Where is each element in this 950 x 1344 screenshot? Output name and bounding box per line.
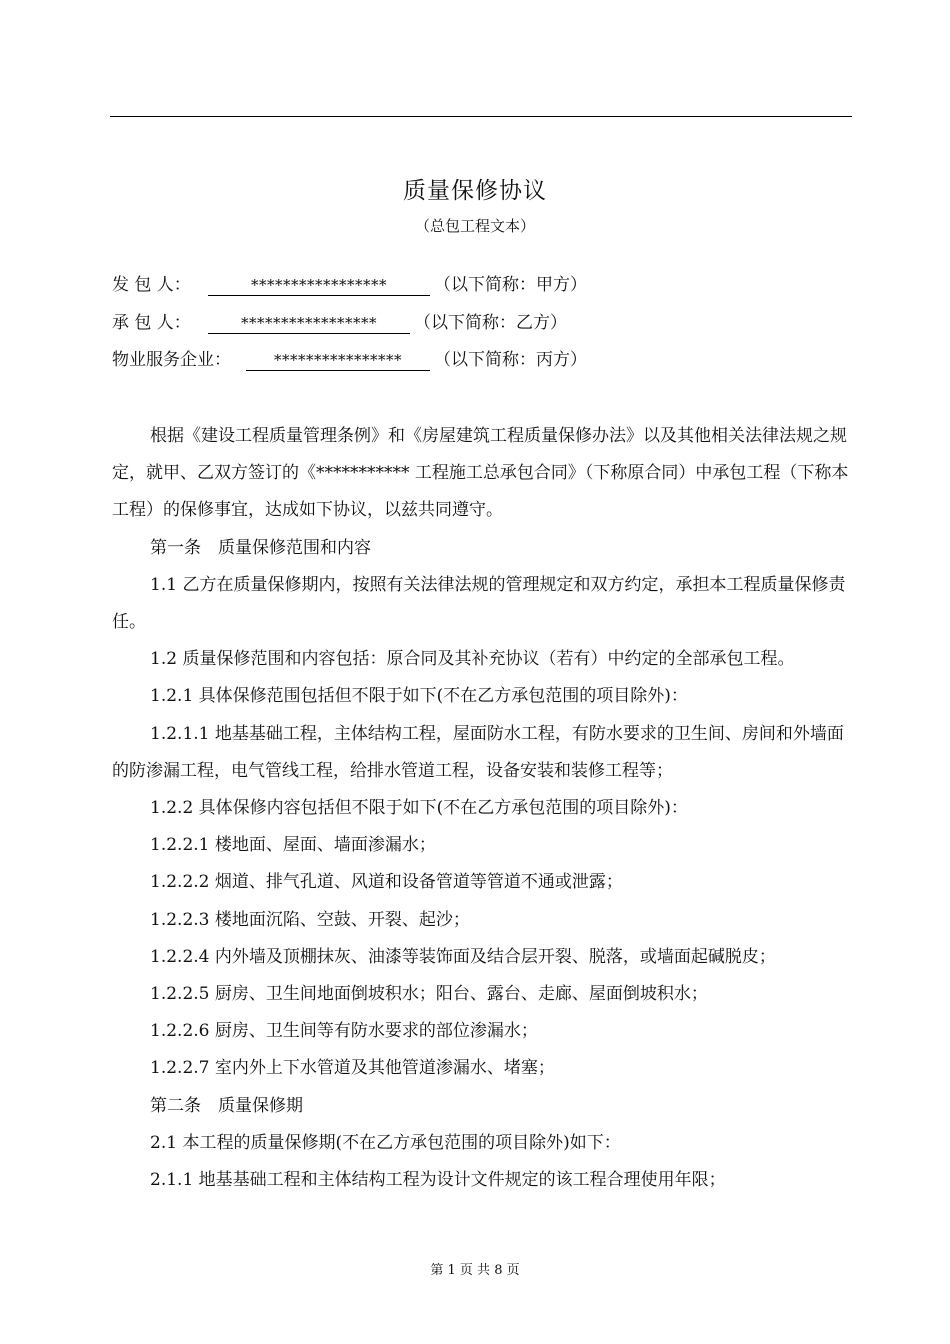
party-name-field: ****************	[246, 348, 430, 371]
page-number-footer: 第 1 页 共 8 页	[430, 1263, 520, 1278]
clause-paragraph: 1.1 乙方在质量保修期内，按照有关法律法规的管理规定和双方约定，承担本工程质量保修责任。	[112, 574, 846, 633]
party-label: 承 包 人：	[112, 313, 191, 333]
article-heading: 第一条 质量保修范围和内容	[150, 537, 371, 558]
clause-paragraph: 1.2.2 具体保修内容包括但不限于如下(不在乙方承包范围的项目除外)：	[150, 798, 688, 819]
clause-paragraph: 1.2 质量保修范围和内容包括：原合同及其补充协议（若有）中约定的全部承包工程。	[150, 649, 795, 670]
document-title: 质量保修协议	[403, 178, 547, 204]
clause-paragraph: 1.2.2.5 厨房、卫生间地面倒坡积水；阳台、露台、走廊、屋面倒坡积水；	[150, 984, 708, 1005]
agreement-body	[112, 418, 852, 1199]
clause-paragraph: 1.2.2.2 烟道、排气孔道、风道和设备管道等管道不通或泄露；	[150, 872, 623, 893]
clause-paragraph: 1.2.1.1 地基基础工程，主体结构工程，屋面防水工程，有防水要求的卫生间、房间和外墙面的防渗漏工程，电气管线工程，给排水管道工程，设备安装和装修工程等；	[112, 723, 844, 781]
clause-paragraph: 2.1.1 地基基础工程和主体结构工程为设计文件规定的该工程合理使用年限；	[150, 1170, 726, 1191]
clause-paragraph: 1.2.2.7 室内外上下水管道及其他管道渗漏水、堵塞；	[150, 1058, 555, 1079]
party-property-service	[112, 348, 587, 372]
clause-paragraph: 1.2.1 具体保修范围包括但不限于如下(不在乙方承包范围的项目除外)：	[150, 686, 688, 707]
header-rule	[110, 116, 852, 117]
party-abbreviation: （以下简称：乙方）	[414, 313, 567, 333]
party-name-field: *****************	[208, 311, 410, 334]
party-label: 发 包 人：	[112, 275, 191, 295]
clause-paragraph: 2.1 本工程的质量保修期(不在乙方承包范围的项目除外)如下：	[150, 1132, 621, 1153]
clause-paragraph: 1.2.2.4 内外墙及顶棚抹灰、油漆等装饰面及结合层开裂、脱落，或墙面起碱脱皮；	[150, 946, 776, 967]
party-contractor	[112, 311, 567, 335]
party-name-field: *****************	[208, 273, 430, 296]
party-employer	[112, 273, 587, 297]
clause-paragraph: 1.2.2.1 楼地面、屋面、墙面渗漏水；	[150, 835, 436, 856]
party-abbreviation: （以下简称：丙方）	[434, 350, 587, 370]
clause-paragraph: 1.2.2.3 楼地面沉陷、空鼓、开裂、起沙；	[150, 909, 470, 930]
clause-paragraph: 1.2.2.6 厨房、卫生间等有防水要求的部位渗漏水；	[150, 1021, 538, 1042]
preamble-paragraph: 根据《建设工程质量管理条例》和《房屋建筑工程质量保修办法》以及其他相关法律法规之规定，就甲、乙双方签订的《*********** 工程施工总承包合同》（下称原合同）中承包工程（下称本工程）的保修事宜，达成如下协议，以兹共同遵守。	[112, 426, 849, 521]
article-heading: 第二条 质量保修期	[150, 1095, 303, 1116]
party-abbreviation: （以下简称：甲方）	[434, 275, 587, 295]
document-subtitle: （总包工程文本）	[414, 217, 535, 235]
party-label: 物业服务企业：	[112, 350, 231, 370]
